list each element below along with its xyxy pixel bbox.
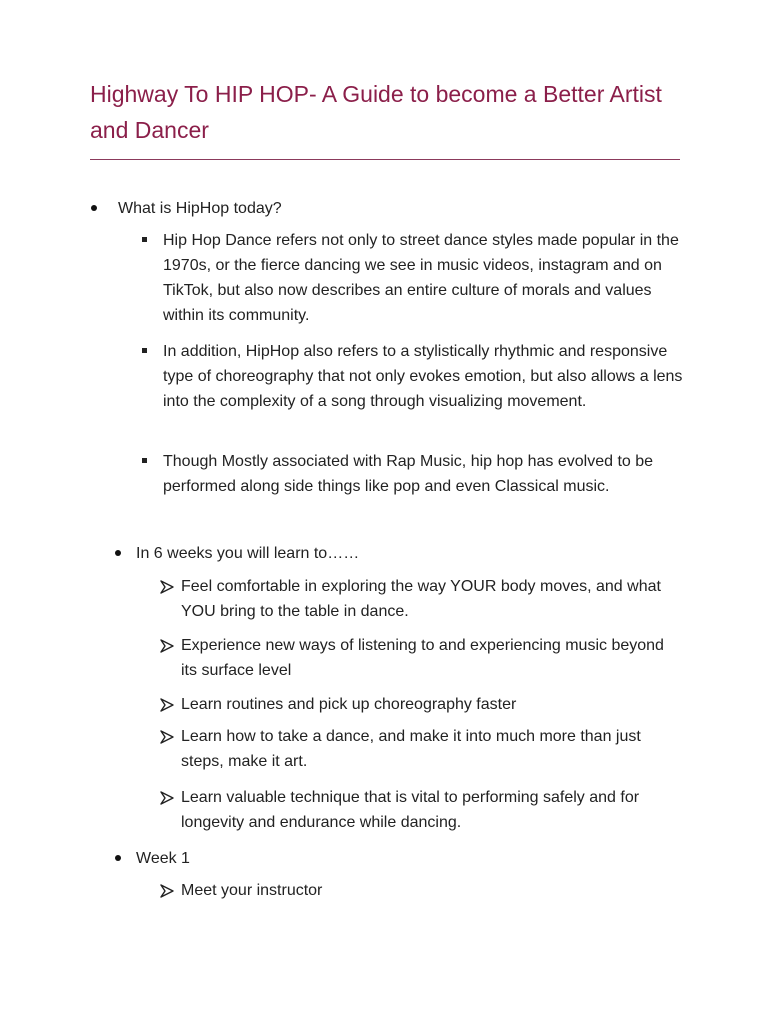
list-item: Meet your instructor	[181, 882, 323, 899]
arrow-bullet-icon	[160, 791, 174, 805]
bullet-dot-icon	[115, 550, 121, 556]
arrow-bullet-icon	[160, 639, 174, 653]
arrow-bullet-icon	[160, 730, 174, 744]
list-item: Experience new ways of listening to and experiencing music beyond its surface level	[181, 637, 664, 679]
arrow-bullet-icon	[160, 698, 174, 712]
section-heading-six-weeks: In 6 weeks you will learn to……	[136, 545, 360, 562]
list-item: Learn valuable technique that is vital to performing safely and for longevity and endurance while dancing.	[181, 789, 640, 831]
arrow-bullet-icon	[160, 884, 174, 898]
list-item: Feel comfortable in exploring the way YOUR body moves, and what YOU bring to the table in dance.	[181, 578, 661, 620]
square-bullet-icon	[142, 458, 147, 463]
list-item: In addition, HipHop also refers to a stylistically rhythmic and responsive type of choreography that not only evokes emotion, but also allows a lens into the complexity of a song through visualizing movement.	[163, 343, 683, 410]
arrow-bullet-icon	[160, 580, 174, 594]
section-heading-week-1: Week 1	[136, 850, 190, 867]
square-bullet-icon	[142, 237, 147, 242]
section-heading-hiphop-today: What is HipHop today?	[118, 200, 282, 217]
list-item: Though Mostly associated with Rap Music, hip hop has evolved to be performed along side things like pop and even Classical music.	[163, 453, 654, 495]
list-item: Hip Hop Dance refers not only to street dance styles made popular in the 1970s, or the fierce dancing we see in music videos, instagram and on TikTok, but also now describes an entire culture of morals and values within its community.	[163, 232, 679, 324]
list-item: Learn how to take a dance, and make it into much more than just steps, make it art.	[181, 728, 641, 770]
list-item: Learn routines and pick up choreography faster	[181, 696, 517, 713]
square-bullet-icon	[142, 348, 147, 353]
document-title: Highway To HIP HOP- A Guide to become a Better Artist and Dancer	[90, 81, 662, 143]
bullet-dot-icon	[91, 205, 97, 211]
title-divider	[90, 159, 680, 160]
bullet-dot-icon	[115, 855, 121, 861]
